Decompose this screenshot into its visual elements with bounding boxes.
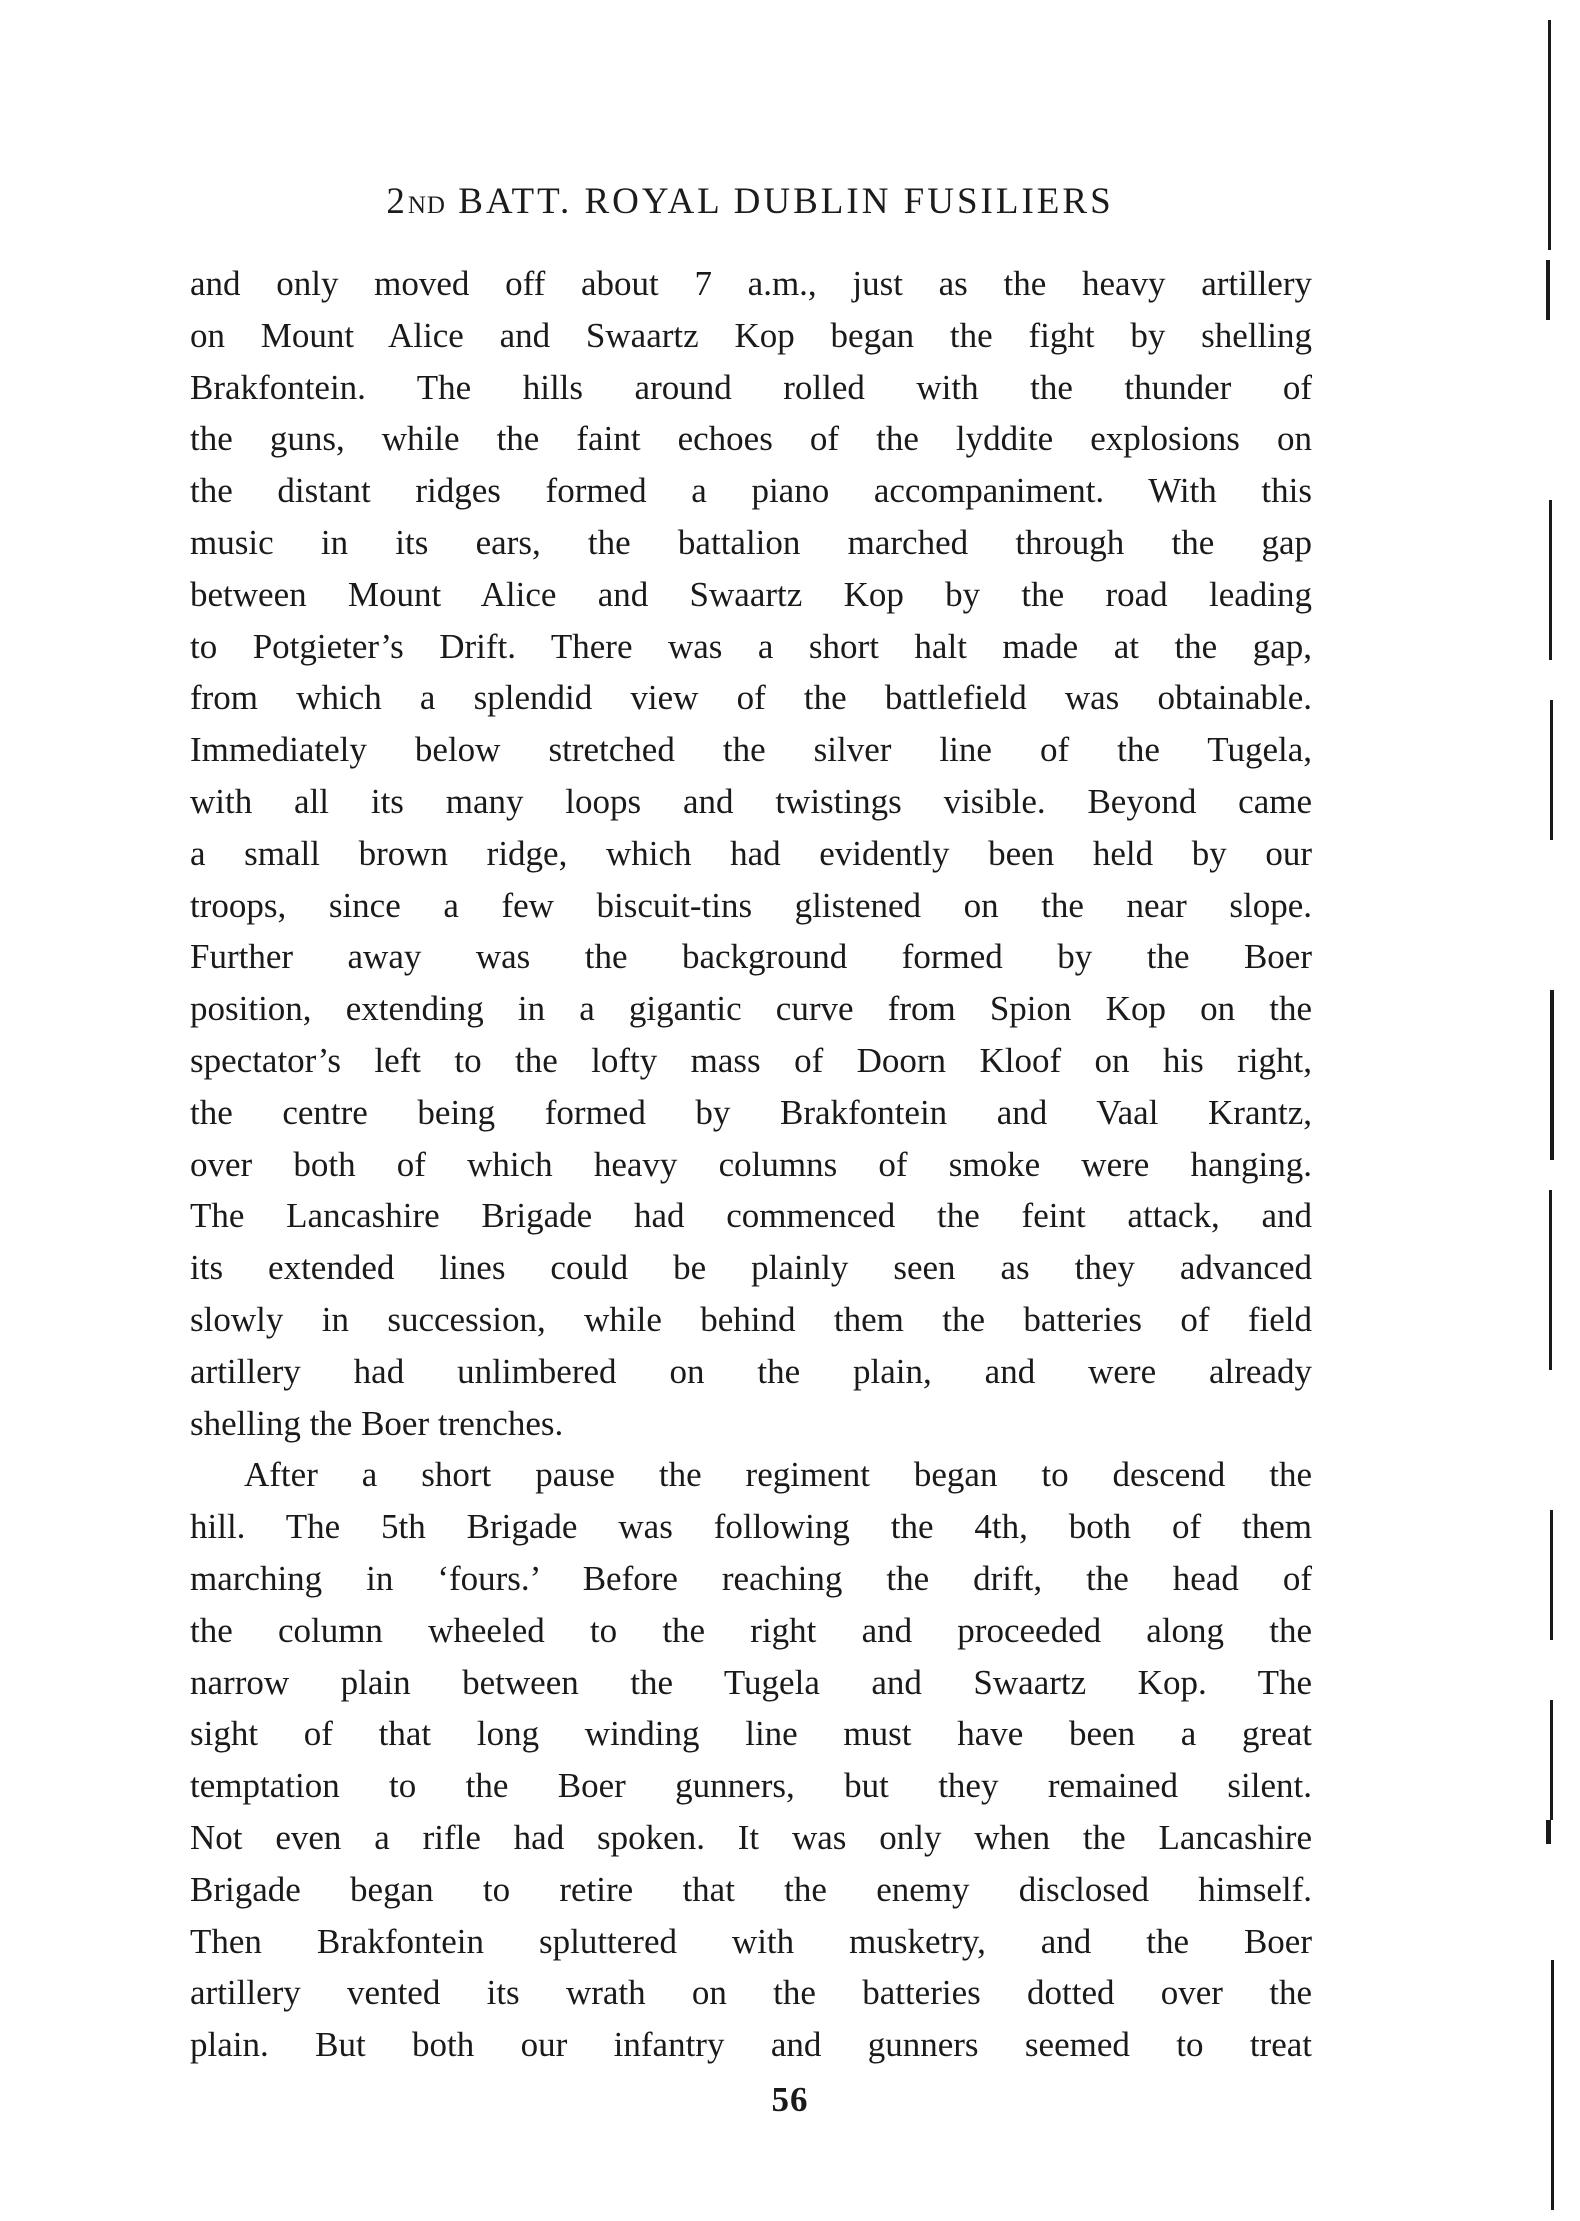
text-line: the distant ridges formed a piano accompaniment. With this xyxy=(190,471,1312,511)
scan-gutter-mark xyxy=(1548,20,1551,250)
text-line: temptation to the Boer gunners, but they remained silent. xyxy=(190,1766,1312,1806)
text-line: the column wheeled to the right and proceeded along the xyxy=(190,1610,1312,1650)
text-line: over both of which heavy columns of smoke were hanging. xyxy=(190,1144,1312,1184)
text-line: narrow plain between the Tugela and Swaartz Kop. The xyxy=(190,1662,1312,1702)
scan-gutter-mark xyxy=(1549,500,1552,660)
text-line: with all its many loops and twistings visible. Beyond came xyxy=(190,781,1312,821)
text-line: music in its ears, the battalion marched through the gap xyxy=(190,522,1312,562)
text-line: its extended lines could be plainly seen as they advanced xyxy=(190,1248,1312,1288)
text-line: slowly in succession, while behind them the batteries of field xyxy=(190,1299,1312,1339)
paragraph-2 xyxy=(190,1449,1312,2071)
text-line: artillery had unlimbered on the plain, and were already xyxy=(190,1351,1312,1391)
running-head-ordinal-suffix: ND xyxy=(407,192,446,219)
text-line: between Mount Alice and Swaartz Kop by the road leading xyxy=(190,574,1312,614)
running-head xyxy=(190,180,1310,223)
running-head-ordinal-digit: 2 xyxy=(386,181,408,222)
text-line: Then Brakfontein spluttered with musketry, and the Boer xyxy=(190,1921,1312,1961)
running-head-title: BATT. ROYAL DUBLIN FUSILIERS xyxy=(458,181,1114,222)
scan-gutter-mark xyxy=(1546,260,1550,320)
text-line: plain. But both our infantry and gunners seemed to treat xyxy=(190,2025,1312,2065)
scan-gutter-mark xyxy=(1546,1820,1551,1844)
text-line: the centre being formed by Brakfontein and Vaal Krantz, xyxy=(190,1092,1312,1132)
paragraph-1 xyxy=(190,258,1312,1449)
text-line: position, extending in a gigantic curve from Spion Kop on the xyxy=(190,989,1312,1029)
scan-gutter-mark xyxy=(1551,1960,1554,2210)
text-line: on Mount Alice and Swaartz Kop began the fight by shelling xyxy=(190,315,1312,355)
text-line: the guns, while the faint echoes of the lyddite explosions on xyxy=(190,419,1312,459)
text-line: Brakfontein. The hills around rolled with the thunder of xyxy=(190,367,1312,407)
text-line: sight of that long winding line must have been a great xyxy=(190,1714,1312,1754)
text-line: spectator’s left to the lofty mass of Doorn Kloof on his right, xyxy=(190,1040,1312,1080)
text-line: from which a splendid view of the battlefield was obtainable. xyxy=(190,678,1312,718)
text-line: The Lancashire Brigade had commenced the feint attack, and xyxy=(190,1196,1312,1236)
page-number: 56 xyxy=(771,2080,809,2119)
scan-gutter-mark xyxy=(1549,1190,1552,1370)
text-line: Brigade began to retire that the enemy disclosed himself. xyxy=(190,1869,1312,1909)
text-line: Further away was the background formed by the Boer xyxy=(190,937,1312,977)
text-line: hill. The 5th Brigade was following the 4th, both of them xyxy=(190,1507,1312,1547)
scan-gutter-mark xyxy=(1550,1700,1553,1820)
text-line: and only moved off about 7 a.m., just as the heavy artillery xyxy=(190,264,1312,303)
text-line: shelling the Boer trenches. xyxy=(190,1403,564,1443)
text-line: After a short pause the regiment began to descend the xyxy=(244,1455,1312,1495)
text-line: to Potgieter’s Drift. There was a short halt made at the gap, xyxy=(190,626,1312,666)
scan-gutter-mark xyxy=(1550,700,1553,840)
text-line: troops, since a few biscuit-tins glistened on the near slope. xyxy=(190,885,1312,925)
text-line: artillery vented its wrath on the batteries dotted over the xyxy=(190,1973,1312,2013)
scan-gutter-mark xyxy=(1550,1510,1553,1640)
text-line: Not even a rifle had spoken. It was only when the Lancashire xyxy=(190,1817,1312,1857)
scan-gutter-mark xyxy=(1550,990,1554,1160)
text-line: marching in ‘fours.’ Before reaching the drift, the head of xyxy=(190,1558,1312,1598)
text-line: a small brown ridge, which had evidently been held by our xyxy=(190,833,1312,873)
body-text xyxy=(190,258,1312,2071)
text-line: Immediately below stretched the silver line of the Tugela, xyxy=(190,730,1312,770)
